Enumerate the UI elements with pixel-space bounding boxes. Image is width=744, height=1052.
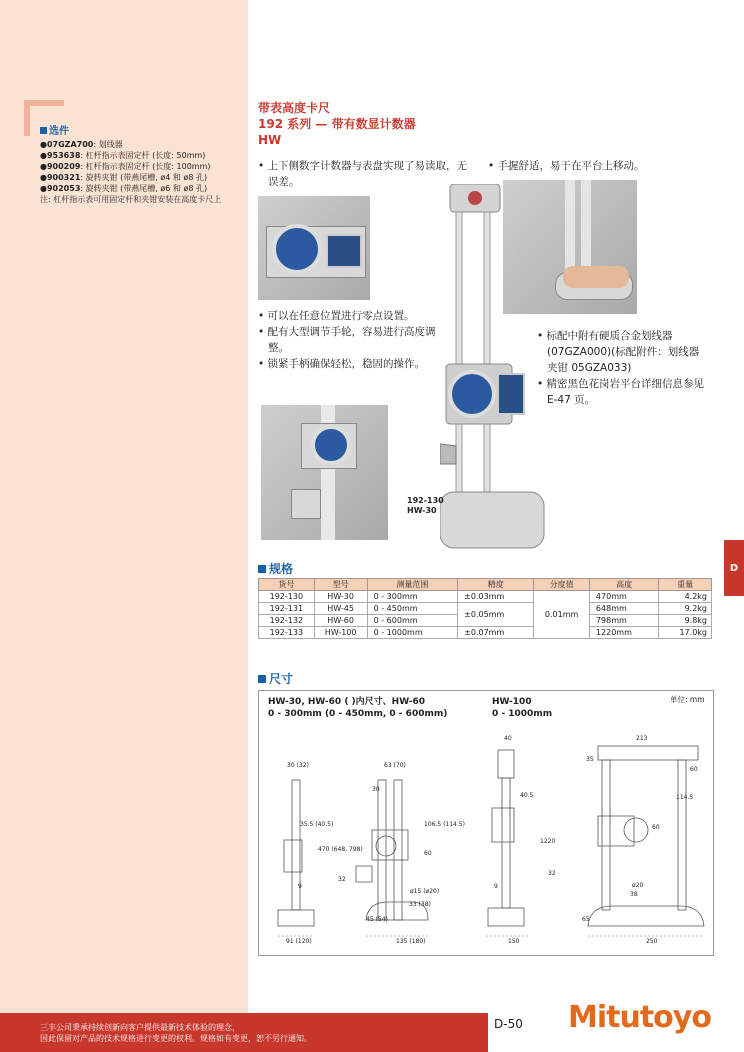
- dim-label: 45 (54): [366, 916, 388, 923]
- dim-label: 470 (648, 798): [318, 846, 363, 853]
- table-row: 192-130 HW-30 0 - 300mm ±0.03mm 0.01mm 470mm 4.2kg: [259, 591, 712, 603]
- counter-display: [326, 234, 362, 268]
- dim-label: 32: [548, 870, 556, 877]
- option-item: ●900321: 旋转夹钳 (带燕尾槽, ø4 和 ø8 孔): [40, 173, 208, 182]
- dim-label: 35: [586, 756, 594, 763]
- features-middle: • 可以在任意位置进行零点设置。 • 配有大型调节手轮，容易进行高度调整。 • 锁紧手柄确保轻松，稳固的操作。: [258, 310, 436, 370]
- dim-label: 9: [298, 883, 302, 890]
- height-gage-image: [440, 184, 556, 550]
- options-title: 选件: [40, 126, 244, 137]
- dim-label: 135 (180): [396, 938, 426, 945]
- table-row: 192-133 HW-100 0 - 1000mm ±0.07mm 1220mm 17.0kg: [259, 627, 712, 639]
- dim-label: 60: [652, 824, 660, 831]
- table-row: 192-131 HW-45 0 - 450mm ±0.05mm 648mm 9.2kg: [259, 603, 712, 615]
- dims-right-title: HW-100 0 - 1000mm: [492, 697, 553, 719]
- feature-2: • 手握舒适，易于在平台上移动。: [488, 160, 645, 172]
- options-block: [40, 126, 244, 205]
- spec-heading: 规格: [258, 560, 293, 577]
- dimension-drawings: [258, 720, 714, 956]
- dim-label: 9: [494, 883, 498, 890]
- dim-label: 63 (70): [384, 762, 406, 769]
- feature-1: • 上下侧数字计数器与表盘实现了易读取，无误差。: [258, 160, 468, 188]
- option-item: ●900209: 杠杆指示表固定杆 (长度: 100mm): [40, 162, 211, 171]
- footer-disclaimer: 三丰公司秉承持续创新向客户提供最新技术体验的理念， 因此保留对产品的技术规格进行变更的权利。规格如有变更，恕不另行通知。: [40, 1023, 312, 1043]
- option-item: ●07GZA700: 划线器: [40, 140, 123, 149]
- dim-label: ø15 (ø20): [410, 888, 440, 895]
- option-item: ●953638: 杠杆指示表固定杆 (长度: 50mm): [40, 151, 206, 160]
- dim-label: 150: [508, 938, 520, 945]
- spec-table: 货号 型号 测量范围 精度 分度值 高度 重量 192-130 HW-30 0 - 300mm ±0.03mm 0.01mm 470mm 4.2kg 192-131 HW-45 0 - 450mm ±0.05mm 648mm 9.2kg 192-132 HW-60 0 - 600mm 798mm 9.8kg 192-133 HW-100 0 - 1000mm ±0.07mm 1220mm 17.0kg: [258, 578, 712, 639]
- mitutoyo-logo: Mitutoyo: [568, 1000, 711, 1035]
- dim-label: 30: [372, 786, 380, 793]
- section-tab-d[interactable]: D: [724, 540, 744, 596]
- dim-label: 91 (120): [286, 938, 312, 945]
- dim-label: 35.5 (40.5): [300, 821, 334, 828]
- photo-scriber: [261, 405, 388, 540]
- features-right: • 标配中附有硬质合金划线器 (07GZA000)(标配附件：划线器夹钳 05GZA033) • 精密黑色花岗岩平台详细信息参见 E-47 页。: [537, 330, 705, 406]
- model-label: 192-130 HW-30: [407, 496, 444, 515]
- dims-left-title: HW-30, HW-60 ( )内尺寸、HW-60 0 - 300mm (0 - 450mm, 0 - 600mm): [268, 697, 448, 719]
- dim-label: 40: [504, 735, 512, 742]
- dim-label: 65: [582, 916, 590, 923]
- dial-icon: [272, 224, 322, 274]
- option-item: ●902053: 旋转夹钳 (带燕尾槽, ø6 和 ø8 孔): [40, 184, 208, 193]
- photo-dial-counter: [258, 196, 370, 300]
- dim-label: 38: [630, 891, 638, 898]
- table-row: 192-132 HW-60 0 - 600mm 798mm 9.8kg: [259, 615, 712, 627]
- dim-label: 30 (32): [287, 762, 309, 769]
- options-note: 注: 杠杆指示表可用固定杆和夹钳安装在高度卡尺上: [40, 195, 222, 204]
- square-bullet-icon: [258, 675, 266, 683]
- dim-label: 114.5: [676, 794, 694, 801]
- dim-label: 250: [646, 938, 658, 945]
- dim-label: 60: [424, 850, 432, 857]
- dim-label: 32: [338, 876, 346, 883]
- dim-label: 1220: [540, 838, 556, 845]
- dim-label: 106.5 (114.5): [424, 821, 465, 828]
- dim-label: ø20: [632, 882, 644, 889]
- dims-unit: 单位: mm: [670, 695, 705, 704]
- dim-label: 213: [636, 735, 648, 742]
- product-title: 带表高度卡尺 192 系列 — 带有数显计数器 HW: [258, 101, 416, 147]
- dim-label: 60: [690, 766, 698, 773]
- dimensions-heading: 尺寸: [258, 670, 293, 687]
- page-number: D-50: [494, 1017, 523, 1031]
- square-bullet-icon: [258, 565, 266, 573]
- dim-label: 33 (38): [409, 901, 431, 908]
- dial-icon: [311, 425, 351, 465]
- dim-label: 40.5: [520, 792, 534, 799]
- square-bullet-icon: [40, 127, 47, 134]
